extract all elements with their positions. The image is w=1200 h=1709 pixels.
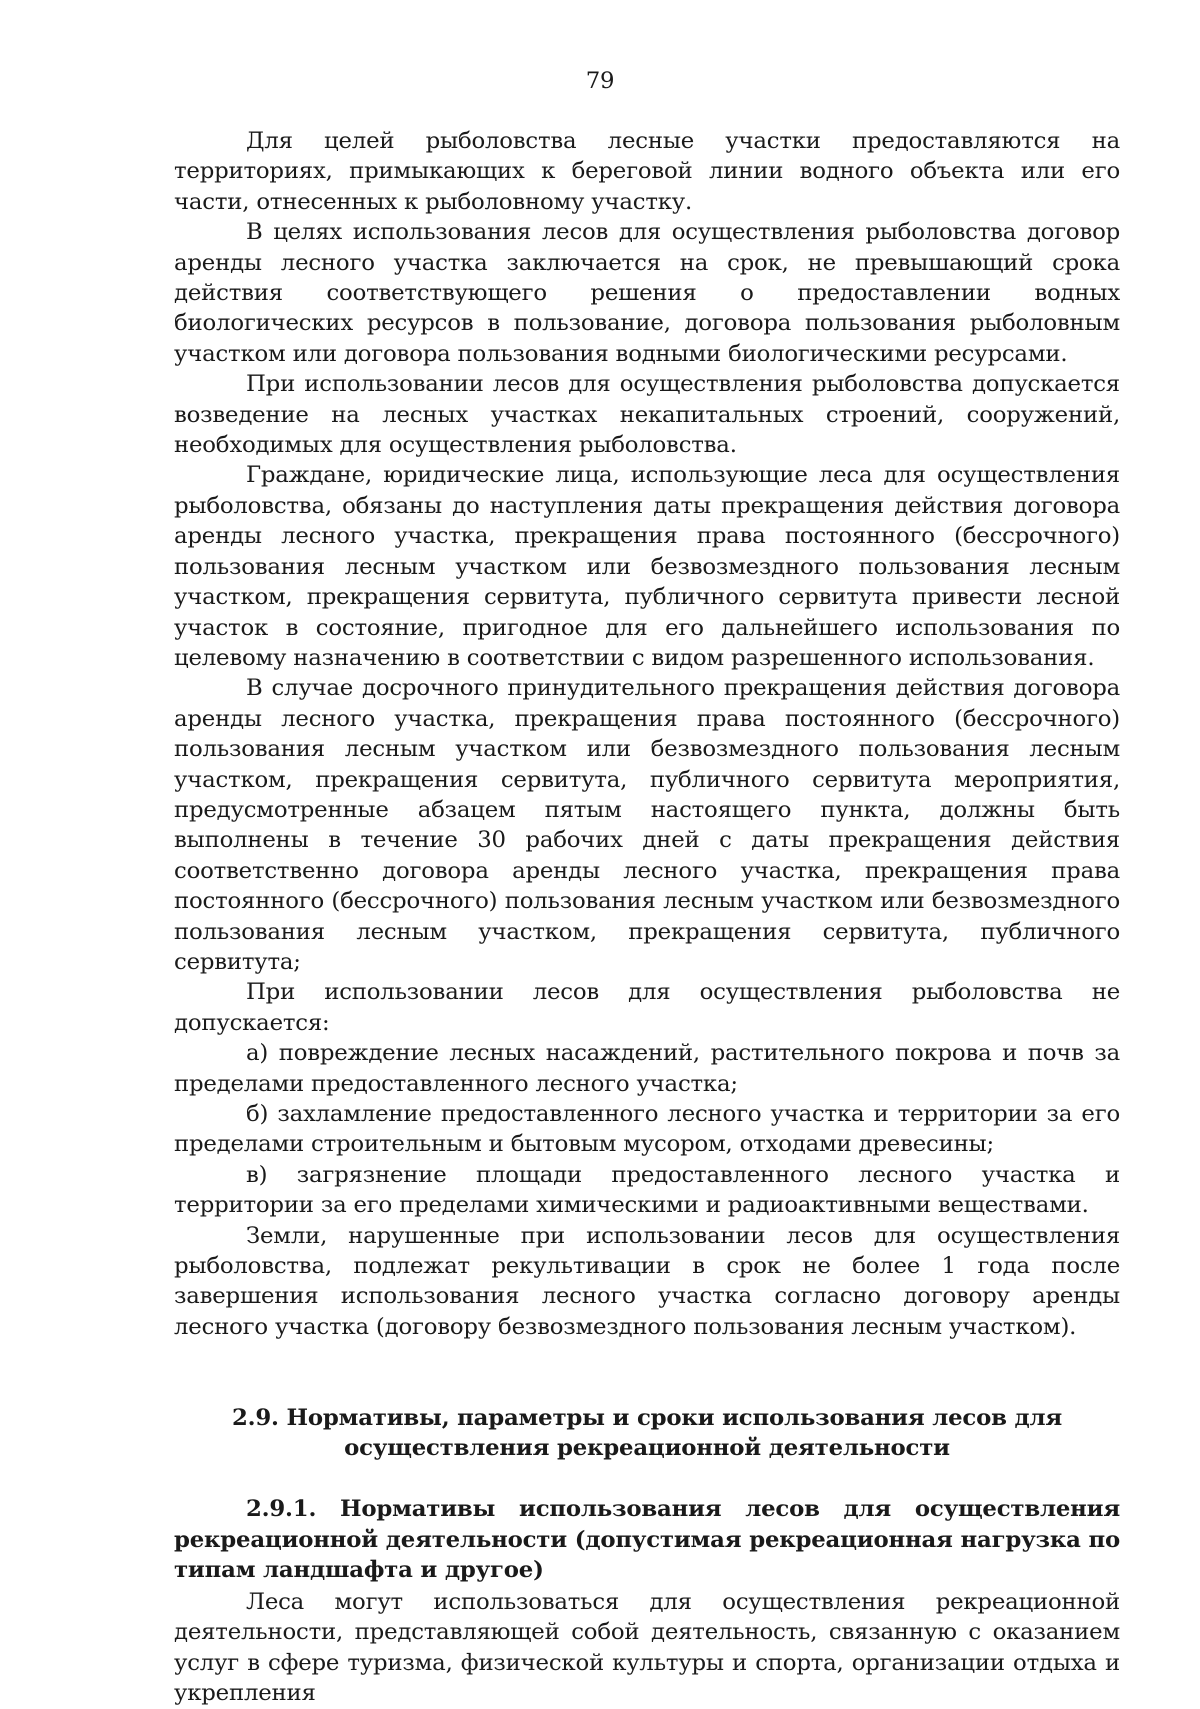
page-number: 79 xyxy=(585,68,615,94)
paragraph-lease-term: В целях использования лесов для осуществления рыболовства договор аренды лесного участка заключается на срок, не превышающий срока действия соответствующего решения о предоставлении водных биологических ресурсов в пользование, договора пользования рыболовным участком или договора пользования водными биологическими ресурсами. xyxy=(174,219,1120,367)
list-item-a: а) повреждение лесных насаждений, растительного покрова и почв за пределами предоставленного лесного участка; xyxy=(174,1040,1120,1097)
paragraph-recultivation: Земли, нарушенные при использовании лесов для осуществления рыболовства, подлежат рекультивации в срок не более 1 года после завершения использования лесного участка согласно договору аренды лесного участка (договору безвозмездного пользования лесным участком). xyxy=(174,1222,1120,1340)
paragraph-recreation-intro: Леса могут использоваться для осуществления рекреационной деятельности, представляющей собой деятельность, связанную с оказанием услуг в сфере туризма, физической культуры и спорта, организации отдыха и укрепления xyxy=(174,1589,1120,1707)
subsection-text-block xyxy=(174,1587,1120,1709)
section-heading-line-1: 2.9. Нормативы, параметры и сроки использования лесов для xyxy=(231,1404,1062,1431)
paragraph-early-termination: В случае досрочного принудительного прекращения действия договора аренды лесного участка, прекращения права постоянного (бессрочного) пользования лесным участком или безвозмездного пользования лесным участком, прекращения сервитута, публичного сервитута мероприятия, предусмотренные абзацем пятым настоящего пункта, должны быть выполнены в течение 30 рабочих дней с даты прекращения действия соответственно договора аренды лесного участка, прекращения права постоянного (бессрочного) пользования лесным участком или безвозмездного пользования лесным участком, прекращения сервитута, публичного сервитута; xyxy=(174,675,1120,975)
paragraph-restore-obligation: Граждане, юридические лица, использующие леса для осуществления рыболовства, обязаны до наступления даты прекращения действия договора аренды лесного участка, прекращения права постоянного (бессрочного) пользования лесным участком или безвозмездного пользования лесным участком, прекращения сервитута, публичного сервитута привести лесной участок в состояние, пригодное для его дальнейшего использования по целевому назначению в соответствии с видом разрешенного использования. xyxy=(174,462,1120,671)
main-text-block xyxy=(174,126,1120,1342)
subsection-heading: 2.9.1. Нормативы использования лесов для осуществления рекреационной деятельности (допустимая рекреационная нагрузка по типам ландшафта и другое) xyxy=(174,1496,1120,1584)
paragraph-fishing-plots: Для целей рыболовства лесные участки предоставляются на территориях, примыкающих к береговой линии водного объекта или его части, отнесенных к рыболовному участку. xyxy=(174,128,1120,215)
section-heading-line-2: осуществления рекреационной деятельности xyxy=(344,1435,950,1462)
list-item-c: в) загрязнение площади предоставленного лесного участка и территории за его пределами химическими и радиоактивными веществами. xyxy=(174,1161,1120,1219)
paragraph-prohibitions-intro: При использовании лесов для осуществления рыболовства не допускается: xyxy=(174,979,1120,1036)
section-heading xyxy=(174,1403,1120,1464)
list-item-b: б) захламление предоставленного лесного участка и территории за его пределами строительным и бытовым мусором, отходами древесины; xyxy=(174,1101,1120,1158)
paragraph-allowed-structures: При использовании лесов для осуществления рыболовства допускается возведение на лесных участках некапитальных строений, сооружений, необходимых для осуществления рыболовства. xyxy=(174,371,1120,459)
